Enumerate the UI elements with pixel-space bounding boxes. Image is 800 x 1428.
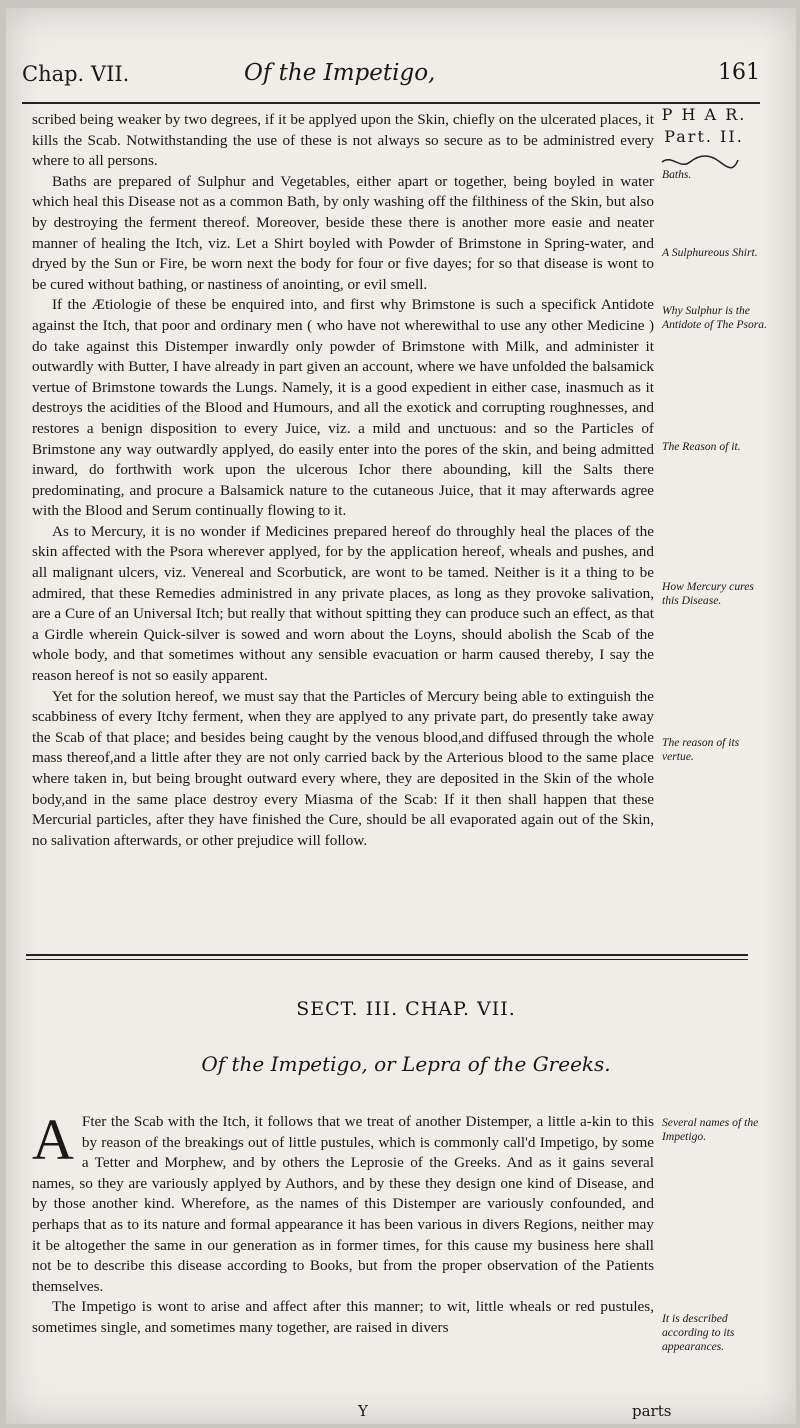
- margin-note: The reason of its vertue.: [662, 736, 740, 763]
- running-header: [22, 62, 760, 104]
- paragraph: Baths are prepared of Sulphur and Vegetables, either apart or together, being boyled in water which heal this Disease not as a common Bath, by only washing off the filthiness of the Skin, but also by destroying the ferment thereof. Moreover, beside these there is another more easie and neater manner of healing the Itch, viz. Let a Shirt boyled with Powder of Brimstone in Spring-water, and dryed by the Sun or Fire, be worn next the body for four or five dayes; for so that disease is wont to be cured without bathing, or nastiness of anointing, or evil smell.: [32, 172, 654, 293]
- paragraph: Yet for the solution hereof, we must say that the Particles of Mercury being able to extinguish the scabbiness of every Itchy ferment, when they are applyed to any private part, do presently take away the Scab of that place; and besides being caught by the venous blood,and diffused through the whole mass thereof,and a little after they are not only carried back by the Arterious blood to the same place where taken in, but being brought outward every where, they are deposited in the Skin of the whole body,and in the same place destroy every Miasma of the Scab: If it then shall happen that these Mercurial particles, after they have finished the Cure, should be all evaporated again out of the Skin, no salivation afterwards, or other prejudice will follow.: [32, 687, 654, 849]
- section-heading: SECT. III. CHAP. VII.: [296, 998, 516, 1020]
- margin-note: It is described according to its appearances.: [662, 1312, 735, 1353]
- book-page: [6, 8, 796, 1424]
- catchword: parts: [632, 1402, 672, 1420]
- margin-note: A Sulphureous Shirt.: [662, 246, 758, 259]
- running-title: Of the Impetigo,: [244, 60, 436, 86]
- paragraph-text: Fter the Scab with the Itch, it follows that we treat of another Distemper, a little a-kin to this by reason of the breakings out of little pustules, which is commonly call'd Impetigo, by some a Tetter and Morphew, and by others the Leprosie of the Greeks. And as it gains several names, so they are variously applyed by Authors, and by these they design one kind of Disease, and by those another kind. Wherefore, as the names of this Distemper are variously confounded, and perhaps that as to its nature and formal appearance it has been various in divers Regions, neither may it be altogether the same in our generation as in former times, for this cause my business here shall not be to describe this disease according to Books, but from the proper observation of the Patients themselves.: [32, 1113, 654, 1295]
- chapter-label: Chap. VII.: [22, 62, 130, 86]
- drop-cap: A: [32, 1107, 74, 1172]
- part-label: [654, 104, 754, 148]
- part-line-1: P H A R.: [661, 105, 747, 124]
- body-text: [32, 110, 654, 851]
- margin-note: Why Sulphur is the Antidote of The Psora.: [662, 304, 767, 331]
- paragraph: scribed being weaker by two degrees, if it be applyed upon the Skin, chiefly on the ulcerated places, it kills the Scab. Notwithstanding the use of these is not always so secure as to be administred every where to all persons.: [32, 111, 654, 170]
- paragraph: If the Ætiologie of these be enquired into, and first why Brimstone is such a specifick Antidote against the Itch, that poor and ordinary men ( who have not wherewithal to use any other Medicine ) do take against this Distemper inwardly only powder of Brimstone with Milk, and administer it outwardly with Butter, I have already in part given an account, where we have unfolded the balsamick vertue of Brimstone towards the Lungs. Namely, it is a good expedient in either case, inasmuch as it destroys the acidities of the Blood and Humours, and all the exotick and corrupting roughnesses, and restores a benign disposition to every Juice, viz. a mild and unctuous: and so the Particles of Brimstone any way outwardly applyed, do easily enter into the pores of the skin, and being admitted inward, do forthwith work upon the ulcerous Ichor there abounding, kill the Salts there predominating, and procure a Balsamick nature to the cutaneous Juice, that it may afterwards agree with the Blood and Serum continually flowing to it.: [32, 296, 654, 520]
- paragraph: The Impetigo is wont to arise and affect after this manner; to wit, little wheals or red pustules, sometimes single, and sometimes many together, are raised in divers: [32, 1298, 654, 1336]
- chapter-title: Of the Impetigo, or Lepra of the Greeks.: [201, 1052, 611, 1076]
- section-rule: [26, 954, 748, 960]
- part-line-2: Part. II.: [664, 127, 744, 146]
- margin-note: Baths.: [662, 168, 692, 181]
- paragraph: [32, 1107, 654, 1297]
- margin-note: How Mercury cures this Disease.: [662, 580, 754, 607]
- paragraph: As to Mercury, it is no wonder if Medicines prepared hereof do throughly heal the places of the skin affected with the Psora wherever applyed, for by the application hereof, wheals and pushes, and all malignant ulcers, viz. Venereal and Scorbutick, are wont to be tamed. Neither is it a thing to be admired, that these Remedies administred in any private places, as long as they provoke salivation, are a Cure of an Universal Itch; but really that without spitting they can produce such an effect, as that a Girdle wherein Quick-silver is sowed and worn about the Loyns, should abolish the Scab of the whole body, and that sometimes without any sensible evacuation or harm caused thereby, I say the reason hereof is not so easily apparent.: [32, 522, 654, 685]
- signature-mark: Y: [358, 1402, 368, 1420]
- margin-note: The Reason of it.: [662, 440, 741, 453]
- chapter-text: [32, 1107, 654, 1339]
- margin-note: Several names of the Impetigo.: [662, 1116, 759, 1143]
- page-number: 161: [718, 60, 760, 85]
